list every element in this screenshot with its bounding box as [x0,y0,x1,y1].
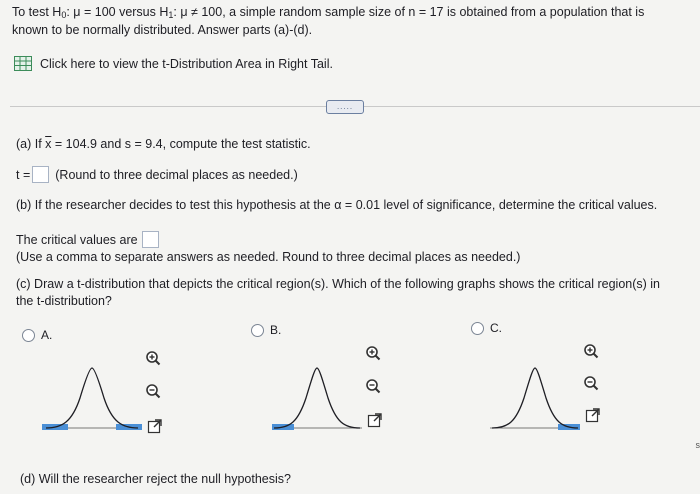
option-b-graph [272,362,362,434]
t-answer-input[interactable] [32,166,49,183]
option-c-zoom-in-icon[interactable] [583,343,599,359]
part-c-prompt-line1: (c) Draw a t-distribution that depicts the critical region(s). Which of the following graphs shows the critical region(s) in [16,277,661,291]
option-a-open-icon[interactable] [147,418,163,434]
option-a-graph [42,362,142,434]
table-link[interactable] [14,56,333,71]
option-c[interactable] [471,321,502,335]
part-b-hint: (Use a comma to separate answers as needed. Round to three decimal places as needed.) [16,250,521,264]
option-b[interactable] [251,323,281,337]
option-c-zoom-out-icon[interactable] [583,375,599,391]
option-a-label: A. [41,328,53,342]
option-b-zoom-in-icon[interactable] [365,345,381,361]
option-b-zoom-out-icon[interactable] [365,378,381,394]
option-a-zoom-out-icon[interactable] [145,383,161,399]
option-c-radio[interactable] [471,322,484,335]
t-label: t = [16,167,31,182]
part-a-hint: (Round to three decimal places as needed.) [55,167,298,182]
option-c-curve [492,368,578,428]
table-link-text: Click here to view the t-Distribution Area in Right Tail. [40,56,333,71]
option-b-label: B. [270,323,282,337]
option-a-zoom-in-icon[interactable] [145,350,161,366]
option-a-radio[interactable] [22,329,35,342]
part-a-prompt: (a) If $\overline{x} = 104.9$ and s = 9.4, compute the test statistic. [16,137,311,151]
question-intro-line2: known to be normally distributed. Answer parts (a)-(d). [12,23,313,37]
option-c-open-icon[interactable] [585,407,601,423]
table-icon [14,56,32,71]
expand-button[interactable]: ..... [326,100,364,114]
part-b-prompt: (b) If the researcher decides to test this hypothesis at the α = 0.01 level of significance, determine the critical values. [16,198,658,212]
option-b-radio[interactable] [251,324,264,337]
option-b-curve [274,368,360,428]
part-d-prompt: (d) Will the researcher reject the null hypothesis? [20,472,291,486]
question-intro-line1: To test $H_0$: μ = 100 versus $H_1$: μ ≠ 100, a simple random sample size of n = 17 is obtained from a population that is [12,5,645,20]
option-a-curve [46,368,138,428]
part-b-answer-row [16,231,161,248]
option-a[interactable] [22,328,52,342]
critical-values-input[interactable] [142,231,159,248]
edge-text: s [695,440,700,450]
option-c-graph [490,362,580,434]
part-c-prompt-line2: the t-distribution? [16,294,112,308]
part-a-answer-row [16,166,298,183]
option-b-open-icon[interactable] [367,412,383,428]
critical-values-label: The critical values are [16,232,138,247]
option-c-label: C. [490,321,502,335]
